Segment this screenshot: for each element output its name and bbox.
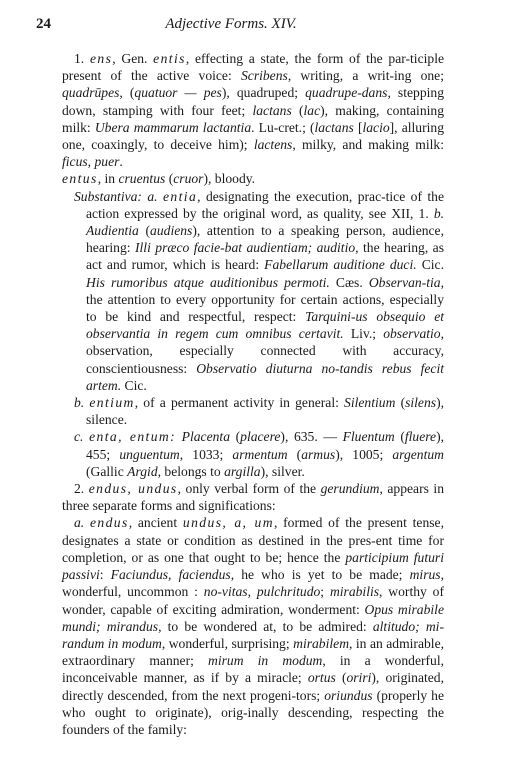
paragraph-endus <box>62 480 444 514</box>
latin-term: mirabilem <box>293 635 350 651</box>
text-run: ), silver. <box>260 463 305 479</box>
subsection-label: c. <box>74 429 84 445</box>
page-number: 24 <box>36 16 51 32</box>
text-run: . <box>119 154 123 170</box>
latin-term: cruor <box>173 171 204 187</box>
subsection-label: Substantiva: a. <box>74 188 158 204</box>
latin-term: armus <box>301 446 336 462</box>
latin-term: mirabilis <box>329 584 380 600</box>
text-run: ( <box>296 446 302 462</box>
latin-term: Argid <box>127 463 158 479</box>
latin-term: Audientia <box>86 223 139 239</box>
latin-term: observatio <box>383 326 441 342</box>
subsection-label: b. <box>74 395 85 411</box>
latin-quote: Tarquini-us obsequio et observantia in regem cum omnibus certavit. <box>86 309 444 342</box>
subsection-label: a. <box>74 515 85 531</box>
text-run: ; <box>320 584 325 600</box>
latin-term: participium futuri passivi <box>62 549 444 583</box>
text-run: (Gallic <box>86 463 124 479</box>
text-run: , only verbal form of the <box>177 481 317 497</box>
latin-term: quadrupe-dans <box>305 85 388 101</box>
text-run: , belongs to <box>157 463 221 479</box>
latin-term: Faciundus, faciendus <box>110 567 231 583</box>
text-run: , ancient <box>128 515 178 531</box>
text-run: , worthy of wonder, capable of exciting admiration, wonderment: <box>62 584 444 617</box>
latin-term: no-vitas, pulchritudo <box>203 584 321 600</box>
text-run: [ <box>357 119 363 135</box>
text-run: , milky, and making milk: <box>292 137 444 153</box>
latin-term: armentum <box>232 446 288 462</box>
latin-term: lacio <box>362 119 390 135</box>
latin-term: Silentium <box>344 395 396 411</box>
suffix-term: entia <box>162 188 198 204</box>
text-run: , in <box>97 171 116 187</box>
suffix-term: entis <box>153 51 186 66</box>
latin-term: silens <box>405 395 437 411</box>
section-number: 2. <box>74 481 85 497</box>
latin-term: Fluentum <box>342 429 395 445</box>
latin-term: Observan-tia <box>368 274 441 290</box>
text-run: , appears in three separate forms and significations: <box>62 481 444 514</box>
latin-term: mirus <box>409 567 441 583</box>
text-run: ( <box>168 171 174 187</box>
suffix-term: entium <box>89 395 135 411</box>
latin-quote: Fabellarum auditione duci. <box>264 257 417 273</box>
latin-term: fluere <box>404 429 437 445</box>
text-run: , in an admirable, extraordinary manner; <box>62 635 444 669</box>
text-run: ), originated, directly descended, from the next progeni-tors; <box>62 670 444 703</box>
latin-quote: Observatio diuturna no-tandis rebus fecit artem. <box>86 360 444 393</box>
text-run: , writing, a writ-ing one; <box>287 68 444 84</box>
text-run: ( <box>235 429 241 445</box>
latin-term: lac <box>303 102 321 118</box>
latin-term: ortus <box>307 670 336 686</box>
text-run: ), 455; <box>86 429 444 462</box>
latin-term: argentum <box>392 446 444 462</box>
suffix-term: undus, a, um <box>182 515 274 531</box>
text-run: ( <box>298 102 304 118</box>
paragraph-enta <box>62 428 444 480</box>
text-run: , formed of the present tense, designates a state or condition as destined in the pres-ent time for completion, or as one that ought to be; hence the <box>62 515 444 565</box>
subsection-label: b. <box>433 205 445 221</box>
latin-term: oriri <box>346 670 372 686</box>
latin-term: placere <box>240 429 281 445</box>
text-run: ), quadruped; <box>221 85 299 101</box>
running-header <box>36 16 426 38</box>
paragraph-endus-a <box>62 514 444 738</box>
text-run: , effecting a state, the form of the par-ticiple present of the active voice: <box>62 51 445 84</box>
citation: Cic. <box>124 377 147 393</box>
text-run: ( <box>145 223 151 239</box>
suffix-term: endus, undus <box>88 481 178 497</box>
text-run: , wonderful, uncommon : <box>62 567 444 600</box>
text-run: ( <box>400 395 406 411</box>
text-run: . Lu-cret.; ( <box>251 119 315 135</box>
text-run: , designating the execution, prac-tice of the action expressed by the original word, as quality, see XII, 1. <box>86 188 444 221</box>
text-run: , he who is yet to be made; <box>230 567 403 583</box>
latin-term: quatuor — pes <box>134 85 222 101</box>
latin-term: ficus, puer <box>62 154 120 170</box>
paragraph-entium <box>62 394 444 428</box>
citation: Cæs. <box>335 274 363 290</box>
text-run: , in a wonderful, inconceivable manner, as if by a miracle; <box>62 653 444 686</box>
paragraph-ens <box>62 50 444 170</box>
text-run: ( <box>400 429 405 445</box>
suffix-term: enta, entum: <box>89 429 177 445</box>
text-run: , ( <box>119 85 135 101</box>
suffix-term: endus <box>89 515 129 531</box>
latin-term: lactans <box>252 102 292 118</box>
text-run: ], alluring one, coaxingly, to deceive him); <box>62 119 444 153</box>
text-run: ), 635. — <box>280 429 337 445</box>
text-run: , Gen. <box>112 51 148 66</box>
latin-term: cruentus <box>118 171 166 187</box>
latin-term: argilla <box>224 463 261 479</box>
latin-term: audiens <box>150 223 193 239</box>
text-run: (properly he who ought to originate), orig-inally descending, respecting the founders of the family: <box>62 687 444 737</box>
text-run: , wonderful, surprising; <box>161 635 290 651</box>
latin-quote: Opus mirabile mundi; mirandus <box>62 601 444 634</box>
latin-term: altitudo; mi-randum in modum <box>62 618 444 651</box>
suffix-term: ens <box>89 51 113 66</box>
running-title: Adjective Forms. XIV. <box>165 16 297 32</box>
latin-term: oriundus <box>324 687 373 703</box>
latin-term: Scribens <box>240 68 288 84</box>
text-run: : <box>99 567 104 583</box>
text-run: ), silence. <box>86 395 444 428</box>
text-run: , to be wondered at, to be admired: <box>158 618 367 634</box>
latin-term: Placenta <box>181 429 230 445</box>
citation: Liv.; <box>350 326 377 342</box>
text-run: , 1033; <box>179 446 224 462</box>
text-run: ( <box>341 670 347 686</box>
page-body <box>62 50 444 738</box>
latin-term: lactens <box>253 137 293 153</box>
latin-term: lactans <box>314 119 354 135</box>
text-run: , observation, especially connected with accuracy, conscientiousness: <box>86 326 444 376</box>
text-run: ), making, containing milk: <box>62 102 445 135</box>
text-run: ), attention to a speaking person, audience, hearing: <box>86 223 444 256</box>
paragraph-entus <box>62 170 444 187</box>
text-run: , of a permanent activity in general: <box>134 395 339 411</box>
latin-quote: His rumoribus atque auditionibus permoti. <box>86 274 330 290</box>
text-run: ), bloody. <box>203 171 256 187</box>
latin-term: quadrūpes <box>62 85 120 101</box>
latin-quote: Illi præco facie-bat audientiam; auditio <box>135 240 356 256</box>
latin-term: gerundium <box>320 481 380 497</box>
latin-quote: Ubera mammarum lactantia <box>94 119 252 135</box>
paragraph-entia <box>62 188 444 394</box>
text-run: ), 1005; <box>335 446 384 462</box>
suffix-term: entus <box>62 171 98 187</box>
citation: Cic. <box>421 257 444 273</box>
latin-term: mirum in modum <box>208 653 323 669</box>
text-run: , stepping down, stamping with four feet; <box>62 85 444 118</box>
text-run: , the attention to every opportunity for certain actions, especially to be kind and respectful, respect: <box>86 274 444 325</box>
section-number: 1. <box>74 51 85 66</box>
latin-term: unguentum <box>119 446 180 462</box>
text-run: , the hearing, as act and rumor, which is heard: <box>86 240 444 273</box>
